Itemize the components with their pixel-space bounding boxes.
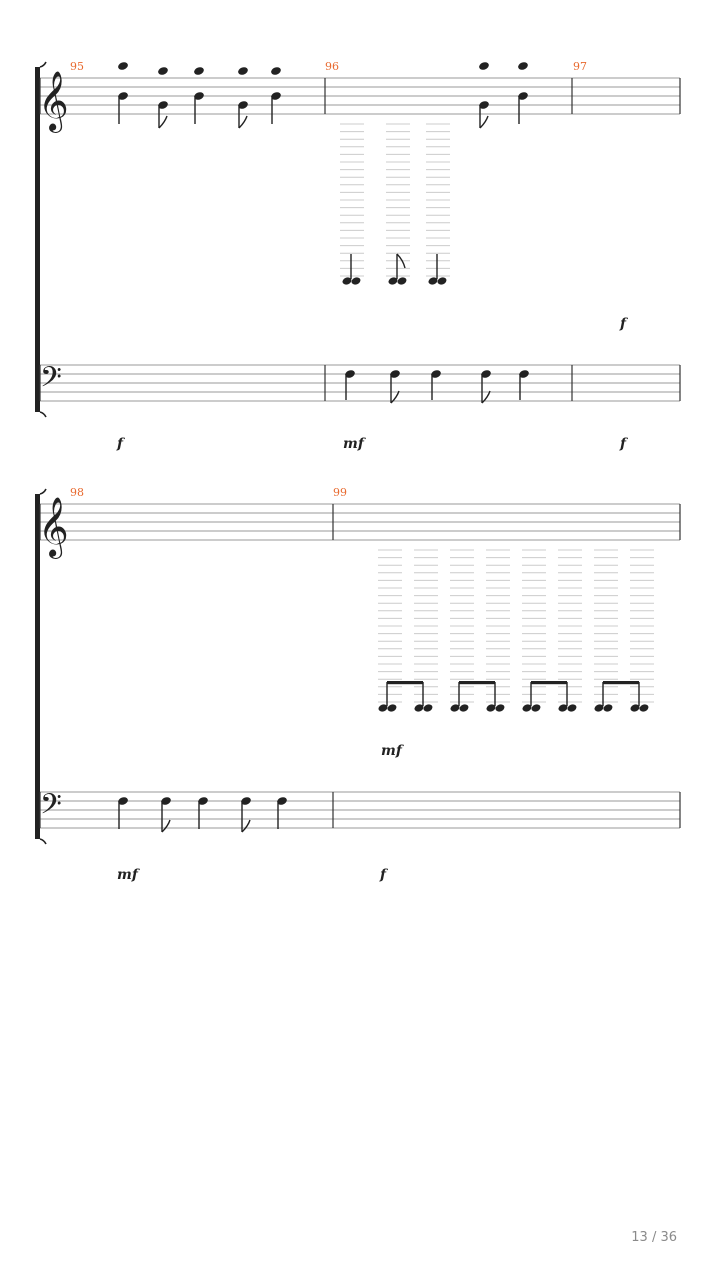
measure-number-99: 99 <box>333 486 347 499</box>
percussion-notehead <box>387 703 398 713</box>
measure-number-98: 98 <box>70 486 84 499</box>
dynamic-marking: mf <box>381 743 402 759</box>
percussion-notehead <box>603 703 614 713</box>
dynamic-marking: mf <box>117 867 138 883</box>
percussion-notehead <box>459 703 470 713</box>
measure-number-97: 97 <box>573 60 587 73</box>
system-2 <box>35 486 680 883</box>
page-number: 13 / 36 <box>631 1230 677 1245</box>
treble-clef-icon: 𝄞 <box>38 497 69 557</box>
note-beam <box>531 681 567 684</box>
treble-clef-icon: 𝄞 <box>38 71 69 131</box>
note-beam <box>387 681 423 684</box>
dynamic-marking: mf <box>343 436 364 452</box>
treble-staff <box>40 78 680 114</box>
percussion-notehead <box>531 703 542 713</box>
percussion-ledger-lines-m96 <box>340 124 450 276</box>
treble-staff <box>40 504 680 540</box>
dynamic-marking: f <box>117 436 124 452</box>
measure-number-96: 96 <box>325 60 339 73</box>
percussion-ledger-lines-m99 <box>378 550 654 702</box>
bass-clef-icon: 𝄢 <box>40 361 62 401</box>
bass-staff <box>40 792 680 828</box>
percussion-notes-m99 <box>378 681 650 713</box>
percussion-notehead <box>639 703 650 713</box>
percussion-notes-m96 <box>342 254 448 286</box>
treble-notes-m95 <box>117 61 282 128</box>
dynamic-marking: f <box>380 867 387 883</box>
system-1 <box>35 60 680 452</box>
percussion-notehead <box>567 703 578 713</box>
percussion-notehead <box>423 703 434 713</box>
dynamic-marking: f <box>620 436 627 452</box>
dynamic-marking: f <box>620 316 627 332</box>
bass-staff <box>40 365 680 401</box>
note-beam <box>603 681 639 684</box>
note-beam <box>459 681 495 684</box>
bass-clef-icon: 𝄢 <box>40 788 62 828</box>
treble-notes-m96 <box>478 61 529 128</box>
percussion-notehead <box>495 703 506 713</box>
measure-number-95: 95 <box>70 60 84 73</box>
